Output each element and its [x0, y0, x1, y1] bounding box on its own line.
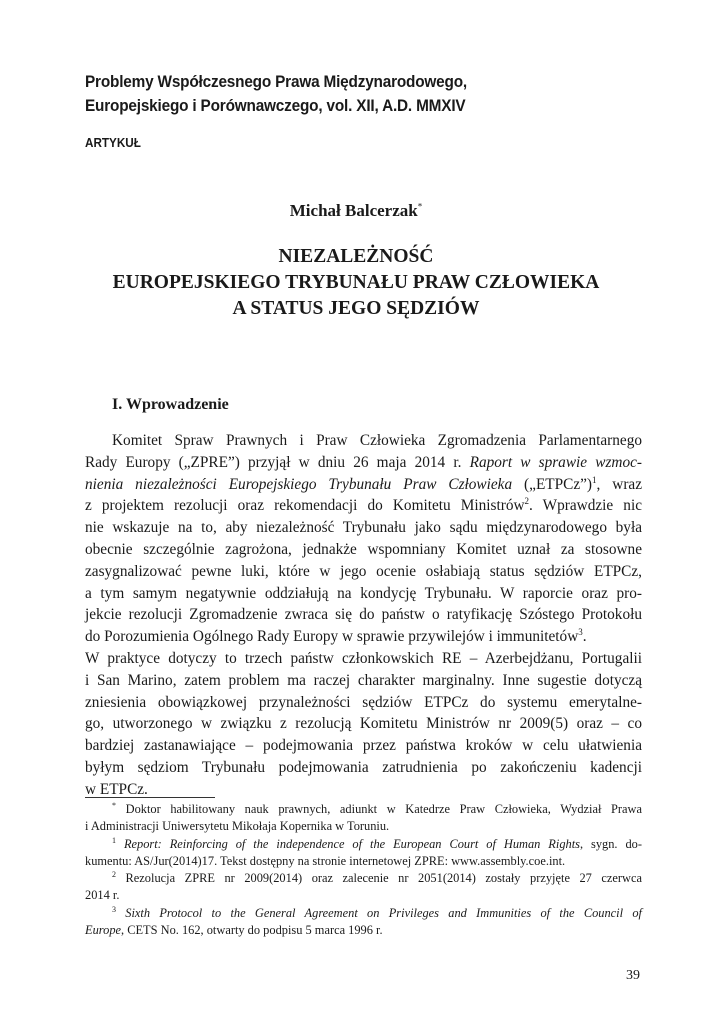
footnote-2-line	[85, 870, 642, 887]
footnote-star-line: i Administracji Uniwersytetu Mikołaja Kopernika w Toruniu.	[85, 819, 390, 834]
body-line-text: Rady Europy („ZPRE”) przyjął w dniu 26 maja 2014 r.	[85, 453, 470, 471]
body-line: zniesienia obowiązkowej przynależności sędziów ETPCz do systemu emerytalne-	[85, 693, 642, 711]
footnote-text: Rezolucja ZPRE nr 2009(2014) oraz zalecenie nr 2051(2014) zostały przyjęte 27 czerwca	[116, 871, 642, 886]
footnote-3-line	[85, 922, 642, 939]
footnote-1-line: kumentu: AS/Jur(2014)17. Tekst dostępny na stronie internetowej ZPRE: www.assembly.coe.int.	[85, 853, 566, 868]
footnote-text: , sygn. do-	[579, 836, 642, 851]
body-paragraph	[85, 430, 642, 801]
body-line-text: z projektem rezolucji oraz rekomendacji do Komitetu Ministrów	[85, 497, 525, 515]
footnote-1-line	[85, 836, 642, 853]
article-title	[60, 244, 652, 322]
report-title-italic: Raport w sprawie wzmoc-	[469, 453, 642, 471]
footnote-ref-1[interactable]: 1	[592, 474, 597, 485]
body-line: bardziej zastanawiające – podejmowania przez państwa kroków w celu ułatwienia	[85, 737, 642, 755]
body-line: go, utworzonego w związku z rezolucją Komitetu Ministrów nr 2009(5) oraz – co	[85, 715, 642, 733]
footnote-marker: 1	[112, 835, 116, 845]
article-title-line-1: NIEZALEŻNOŚĆ	[278, 246, 434, 267]
body-line-text: do Porozumienia Ogólnego Rady Europy w sprawie przywilejów i immunitetów	[85, 628, 579, 646]
journal-title	[85, 70, 606, 118]
footnote-text: , CETS No. 162, otwarty do podpisu 5 marca 1996 r.	[121, 923, 383, 938]
body-line	[85, 452, 642, 474]
footnote-text: Doktor habilitowany nauk prawnych, adiunkt w Katedrze Praw Człowieka, Wydział Prawa	[116, 802, 642, 816]
footnote-marker: 3	[112, 904, 116, 914]
body-line: zasygnalizować pewne luki, które w jego ocenie osłabiają status sędziów ETPCz,	[85, 562, 642, 580]
footnotes	[85, 801, 642, 939]
author-name	[0, 201, 712, 221]
footnote-2-line: 2014 r.	[85, 888, 120, 903]
body-line	[85, 474, 642, 496]
section-heading: I. Wprowadzenie	[112, 396, 229, 413]
journal-title-line-1: Problemy Współczesnego Prawa Międzynarodowego,	[85, 73, 467, 91]
body-line: nie wskazuje na to, aby niezależność Trybunału jako sądu międzynarodowego była	[85, 519, 642, 537]
author-name-text: Michał Balcerzak	[289, 201, 418, 220]
body-line: jekcie rezolucji Zgromadzenie zwraca się do państw o ratyfikację Szóstego Protokołu	[85, 606, 642, 624]
body-line: Komitet Spraw Prawnych i Praw Człowieka Zgromadzenia Parlamentarnego	[112, 432, 642, 449]
body-line	[85, 495, 642, 517]
journal-title-line-2: Europejskiego i Porównawczego, vol. XII, A.D. MMXIV	[85, 97, 466, 115]
report-title-italic: nienia niezależności Europejskiego Trybunału Praw Człowieka	[85, 475, 513, 493]
body-line-text: , wraz	[596, 475, 643, 493]
body-line	[85, 626, 642, 648]
footnote-star-line	[85, 801, 642, 818]
body-line: byłym sędziom Trybunału podejmowania zatrudnienia po zakończeniu kadencji	[85, 758, 642, 776]
body-line: obecnie szczególnie zagrożona, jednakże wspomniany Komitet uznał za stosowne	[85, 540, 642, 558]
body-line: W praktyce dotyczy to trzech państw członkowskich RE – Azerbejdżanu, Portugalii	[85, 649, 642, 667]
body-line-text: („ETPCz”)	[512, 475, 593, 493]
footnote-ref-2[interactable]: 2	[524, 496, 530, 507]
body-line-text: . Wprawdzie nic	[529, 497, 642, 515]
section-label: ARTYKUŁ	[85, 135, 141, 150]
footnote-divider	[85, 797, 215, 798]
article-title-line-2: EUROPEJSKIEGO TRYBUNAŁU PRAW CZŁOWIEKA	[112, 272, 600, 293]
footnote-text-italic: Sixth Protocol to the General Agreement on Privileges and Immunities of the Council of	[116, 905, 642, 920]
article-title-line-3: A STATUS JEGO SĘDZIÓW	[232, 298, 480, 319]
body-line: i San Marino, zatem problem ma raczej charakter marginalny. Inne sugestie dotyczą	[85, 671, 642, 689]
footnote-text-italic: Report: Reinforcing of the independence of the European Court of Human Rights	[116, 836, 580, 851]
footnote-ref-3[interactable]: 3	[578, 627, 583, 638]
body-line: a tym samym negatywnie oddziałują na kondycję Trybunału. W raporcie oraz pro-	[85, 584, 642, 602]
footnote-marker: 2	[112, 870, 116, 880]
author-footnote-marker: *	[417, 201, 423, 212]
body-line-text: .	[582, 628, 587, 646]
footnote-3-line	[85, 905, 642, 922]
footnote-text-italic: Europe	[85, 923, 122, 938]
body-line: w ETPCz.	[85, 780, 148, 798]
footnote-marker: *	[112, 800, 116, 810]
page-number: 39	[626, 968, 640, 983]
